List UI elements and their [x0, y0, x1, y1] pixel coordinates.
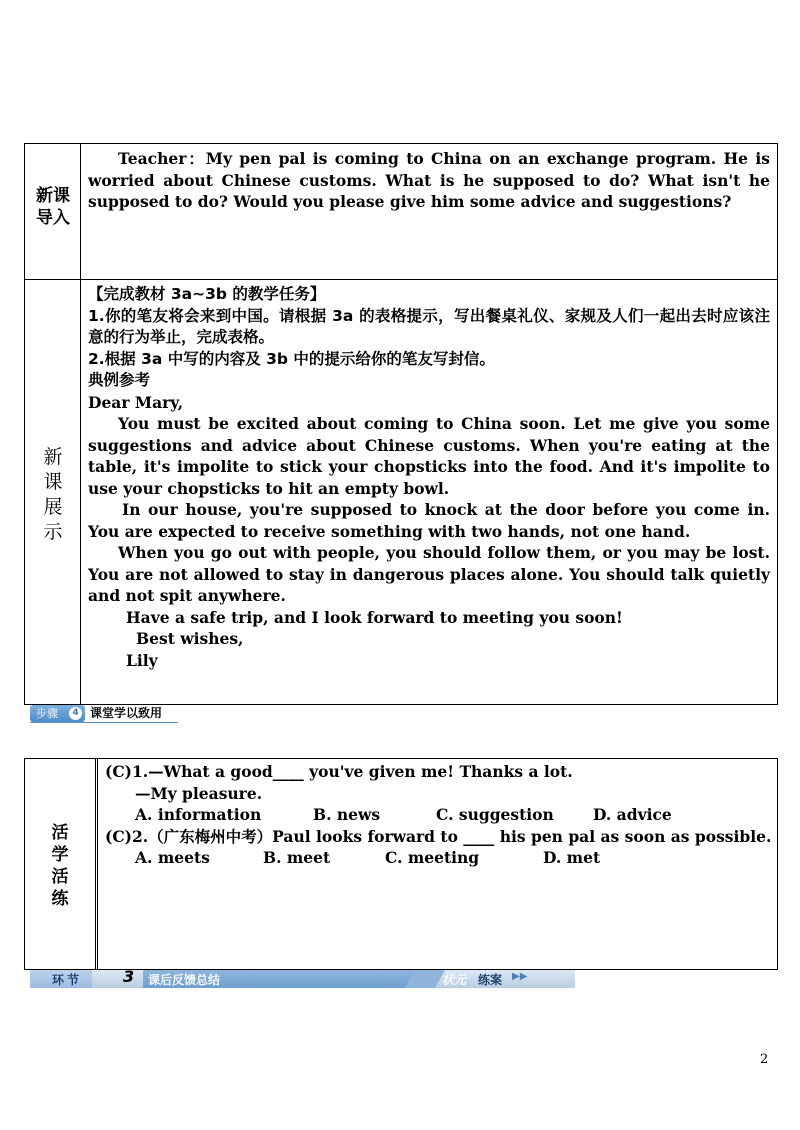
step-badge: [30, 705, 85, 722]
q2-option-a: A. meets: [135, 848, 210, 867]
letter-wishes: Best wishes,: [136, 629, 244, 648]
letter-paragraph-3: When you go out with people, you should follow them, or you may be lost. You are not allowed to stay in dangerous places alone. You should talk quietly and not spit anywhere.: [88, 543, 770, 605]
letter-signature: Lily: [126, 650, 158, 670]
lesson-table-divider: [80, 143, 81, 705]
letter-closing: Have a safe trip, and I look forward to meeting you soon!: [126, 607, 623, 627]
practice-table-divider: [95, 758, 101, 970]
q1-option-d: D. advice: [593, 805, 672, 824]
section-title: 课后反馈总结: [148, 973, 221, 987]
q2-option-d: D. met: [543, 848, 601, 867]
step-underline: [30, 722, 178, 723]
question-1-options: [105, 804, 773, 826]
section-number: 3: [123, 970, 135, 986]
double-arrow-icon: ▶▶: [512, 971, 528, 982]
question-1: (C)1.—What a good____ you've given me! Thanks a lot.: [105, 762, 573, 781]
q2-option-c: C. meeting: [385, 848, 480, 867]
section-label: 环节: [52, 973, 83, 987]
show-content: [88, 284, 770, 671]
question-2-options: [105, 847, 773, 869]
task-2: 2.根据 3a 中写的内容及 3b 中的提示给你的笔友写封信。: [88, 349, 495, 368]
lesson-table-row-divider: [24, 279, 778, 280]
letter-paragraph-2: In our house, you're supposed to knock at the door before you come in. You are expected to receive something with two hands, not one hand.: [88, 500, 770, 541]
step-number: 4: [69, 707, 82, 720]
practice-content: [105, 761, 773, 869]
q1-option-a: A. information: [135, 805, 262, 824]
page-number: 2: [760, 1052, 769, 1067]
practice-label: 活学活练: [51, 823, 69, 909]
q1-option-c: C. suggestion: [436, 805, 554, 824]
letter-greeting: Dear Mary,: [88, 392, 184, 412]
task-title: 【完成教材 3a~3b 的教学任务】: [88, 285, 326, 303]
intro-text: [88, 148, 770, 213]
intro-paragraph: Teacher：My pen pal is coming to China on an exchange program. He is worried about Chinese customs. What is he supposed to do? What isn't he supposed to do? Would you please give him some advice and suggestions?: [88, 149, 770, 211]
brand-zhuangyuan: 状元: [442, 973, 467, 987]
step-title: 课堂学以致用: [90, 706, 163, 720]
question-1-reply: —My pleasure.: [135, 783, 263, 803]
section-bar: [30, 970, 575, 988]
task-1: 1.你的笔友将会来到中国。请根据 3a 的表格提示，写出餐桌礼仪、家规及人们一起出去时应该注意的行为举止，完成表格。: [88, 306, 770, 346]
show-label: 新课展示: [43, 446, 63, 543]
example-heading: 典例参考: [88, 371, 151, 389]
brand-lianan: 练案: [478, 973, 503, 987]
q1-option-b: B. news: [313, 805, 381, 824]
letter-paragraph-1: You must be excited about coming to China soon. Let me give you some suggestions and advice about Chinese customs. When you're eating at the table, it's impolite to stick your chopsticks into the food. And it's impolite to use your chopsticks to hit an empty bowl.: [88, 414, 770, 498]
question-2: (C)2.（广东梅州中考）Paul looks forward to ____ his pen pal as soon as possible.: [105, 826, 772, 846]
step-badge-label: 步骤: [36, 707, 58, 720]
intro-label: 新课导入: [36, 186, 70, 228]
q2-option-b: B. meet: [263, 848, 331, 867]
